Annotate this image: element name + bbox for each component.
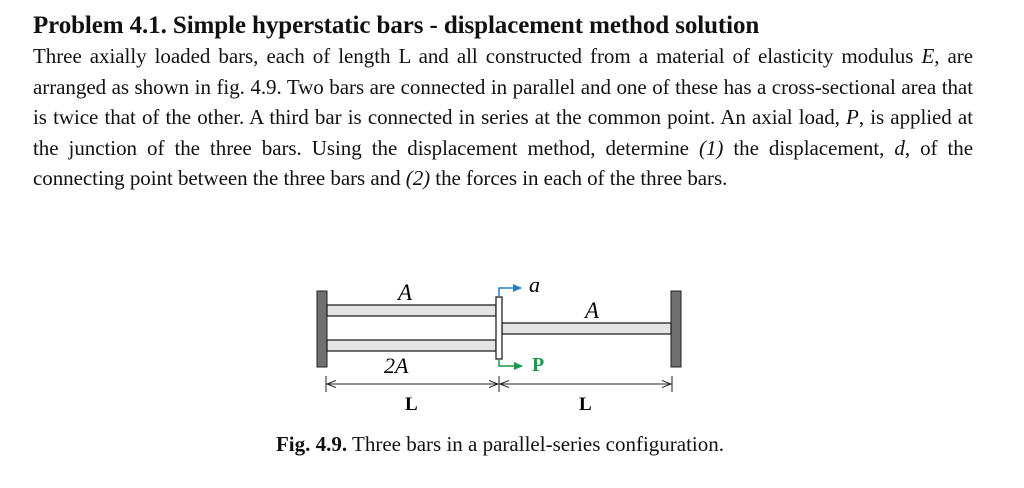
symbol-d: d (894, 135, 905, 160)
top-bar (327, 305, 496, 316)
statement-text-3: , is applied at the junction of the three bars. Using the displacement method, determine (33, 105, 973, 160)
area-label-bottom: 2A (384, 353, 409, 378)
length-label-right: L (579, 394, 592, 415)
problem-title: Problem 4.1. Simple hyperstatic bars - displacement method solution (33, 12, 760, 39)
statement-text-1: Three axially loaded bars, each of length L and all constructed from a material of elasticity modulus (33, 44, 922, 68)
statement-text-2: , are arranged as shown in fig. 4.9. Two bars are connected in parallel and one of these has a cross-sectional area that is twice that of the other. A third bar is connected in series at the common point. An axial load, (33, 44, 973, 129)
statement-text-6: the forces in each of the three bars. (430, 166, 728, 190)
displacement-label: a (529, 272, 540, 297)
item-marker-2: (2) (405, 166, 431, 190)
length-label-left: L (405, 394, 418, 415)
figure-caption (0, 432, 1000, 457)
symbol-p: P (846, 105, 859, 129)
statement-text-4: the displacement, (723, 135, 895, 160)
problem-block (33, 10, 973, 194)
symbol-e: E (921, 44, 935, 68)
load-arrow (499, 359, 522, 366)
bar-system-figure (0, 270, 1024, 420)
bottom-bar (327, 340, 496, 351)
right-wall (671, 291, 681, 367)
caption-label: Fig. 4.9. (275, 432, 348, 456)
area-label-right: A (585, 298, 600, 323)
area-label-top: A (398, 280, 413, 305)
right-bar (502, 323, 671, 334)
left-wall (317, 291, 327, 367)
statement-text-5: , of the connecting point between the three bars and (33, 135, 974, 190)
caption-text: Three bars in a parallel-series configuration. (347, 432, 725, 456)
load-label: P (532, 354, 545, 376)
item-marker-1: (1) (699, 135, 724, 160)
displacement-arrow (499, 288, 521, 297)
connector-plate (496, 297, 502, 359)
problem-statement (33, 41, 973, 194)
